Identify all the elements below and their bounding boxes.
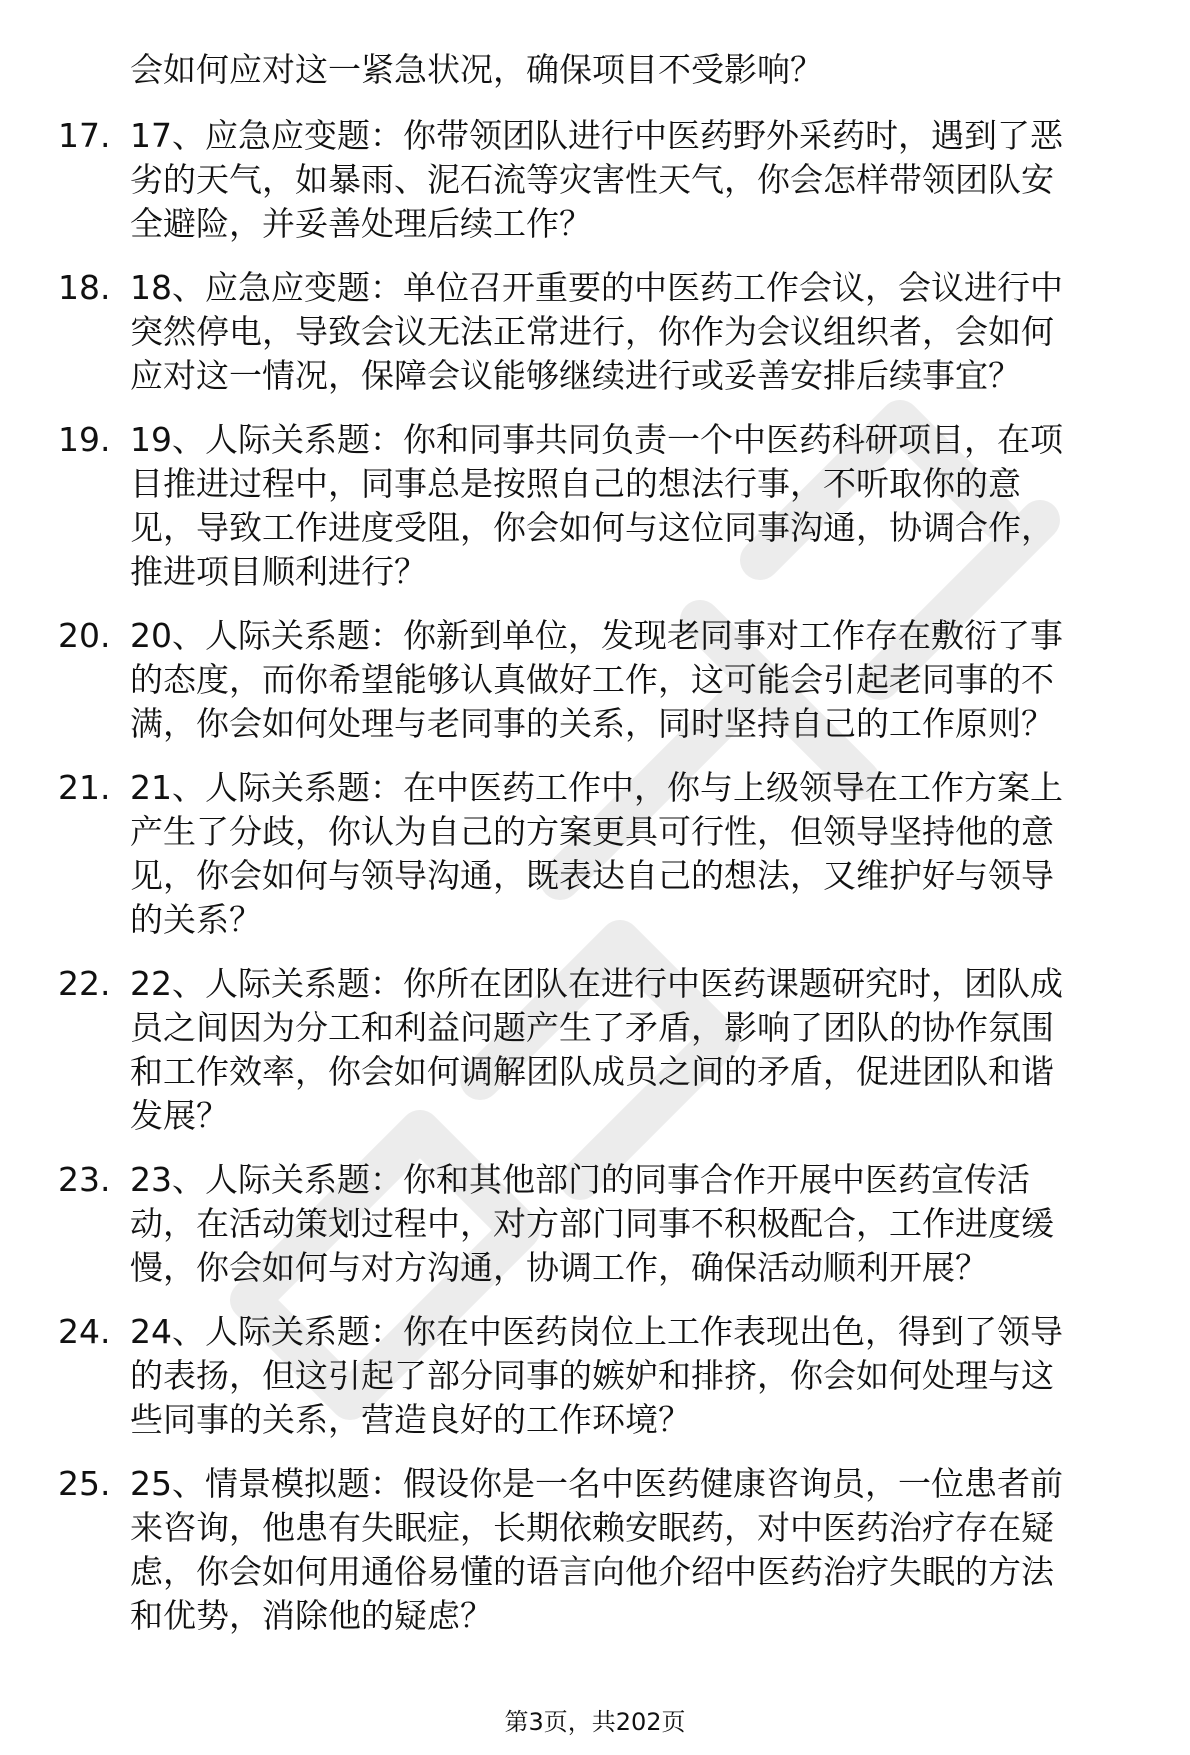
question-text	[130, 1158, 1162, 1290]
question-text-line: 21、人际关系题：在中医药工作中，你与上级领导在工作方案上	[130, 768, 1063, 807]
question-number: 23.	[58, 1160, 111, 1199]
question-text-line: 动，在活动策划过程中，对方部门同事不积极配合，工作进度缓	[130, 1204, 1054, 1243]
question-number: 18.	[58, 268, 111, 307]
question-number: 21.	[58, 768, 111, 807]
question-item	[0, 614, 1190, 746]
question-text	[130, 766, 1162, 942]
question-text-line: 24、人际关系题：你在中医药岗位上工作表现出色，得到了领导	[130, 1312, 1063, 1351]
question-text-line: 员之间因为分工和利益问题产生了矛盾，影响了团队的协作氛围	[130, 1008, 1054, 1047]
question-text-line: 慢，你会如何与对方沟通，协调工作，确保活动顺利开展？	[130, 1248, 988, 1287]
question-number: 19.	[58, 420, 111, 459]
question-text-line: 23、人际关系题：你和其他部门的同事合作开展中医药宣传活	[130, 1160, 1030, 1199]
question-number: 22.	[58, 964, 111, 1003]
question-text-line: 来咨询，他患有失眠症，长期依赖安眠药，对中医药治疗存在疑	[130, 1508, 1054, 1547]
question-text	[130, 962, 1162, 1138]
question-text	[130, 614, 1162, 746]
question-text-line: 劣的天气，如暴雨、泥石流等灾害性天气，你会怎样带领团队安	[130, 160, 1054, 199]
question-text-line: 发展？	[130, 1096, 229, 1135]
question-item	[0, 962, 1190, 1138]
question-text-line: 18、应急应变题：单位召开重要的中医药工作会议，会议进行中	[130, 268, 1063, 307]
question-text-line: 19、人际关系题：你和同事共同负责一个中医药科研项目，在项	[130, 420, 1063, 459]
question-item	[0, 418, 1190, 594]
question-text	[130, 1462, 1162, 1638]
question-text-line: 应对这一情况，保障会议能够继续进行或妥善安排后续事宜？	[130, 356, 1021, 395]
question-text-line: 17、应急应变题：你带领团队进行中医药野外采药时，遇到了恶	[130, 116, 1063, 155]
question-text-line: 突然停电，导致会议无法正常进行，你作为会议组织者，会如何	[130, 312, 1054, 351]
question-item	[0, 266, 1190, 398]
question-text-line: 的态度，而你希望能够认真做好工作，这可能会引起老同事的不	[130, 660, 1054, 699]
question-number: 24.	[58, 1312, 111, 1351]
question-number: 20.	[58, 616, 111, 655]
question-item	[0, 766, 1190, 942]
question-text	[130, 418, 1162, 594]
question-list	[0, 114, 1190, 1658]
question-text-line: 22、人际关系题：你所在团队在进行中医药课题研究时，团队成	[130, 964, 1063, 1003]
question-text-line: 产生了分歧，你认为自己的方案更具可行性，但领导坚持他的意	[130, 812, 1054, 851]
question-text-line: 的关系？	[130, 900, 262, 939]
question-text	[130, 266, 1162, 398]
question-text-line: 见，你会如何与领导沟通，既表达自己的想法，又维护好与领导	[130, 856, 1054, 895]
question-text-line: 满，你会如何处理与老同事的关系，同时坚持自己的工作原则？	[130, 704, 1054, 743]
question-text-line: 目推进过程中，同事总是按照自己的想法行事，不听取你的意	[130, 464, 1021, 503]
question-text	[130, 114, 1162, 246]
question-item	[0, 114, 1190, 246]
question-text-line: 些同事的关系，营造良好的工作环境？	[130, 1400, 691, 1439]
question-text-line: 全避险，并妥善处理后续工作？	[130, 204, 592, 243]
question-text-line: 的表扬，但这引起了部分同事的嫉妒和排挤，你会如何处理与这	[130, 1356, 1054, 1395]
question-text-line: 和优势，消除他的疑虑？	[130, 1596, 493, 1635]
question-text-line: 25、情景模拟题：假设你是一名中医药健康咨询员，一位患者前	[130, 1464, 1063, 1503]
question-number: 25.	[58, 1464, 111, 1503]
question-text-line: 推进项目顺利进行？	[130, 552, 427, 591]
question-number: 17.	[58, 116, 111, 155]
question-text	[130, 1310, 1162, 1442]
question-text-line: 虑，你会如何用通俗易懂的语言向他介绍中医药治疗失眠的方法	[130, 1552, 1054, 1591]
page-footer: 第3页，共202页	[504, 1708, 686, 1736]
question-text-line: 见，导致工作进度受阻，你会如何与这位同事沟通，协调合作，	[130, 508, 1054, 547]
question-item	[0, 1158, 1190, 1290]
question-item	[0, 1310, 1190, 1442]
question-text-line: 和工作效率，你会如何调解团队成员之间的矛盾，促进团队和谐	[130, 1052, 1054, 1091]
continuation-text: 会如何应对这一紧急状况，确保项目不受影响？	[130, 50, 823, 89]
question-text-line: 20、人际关系题：你新到单位，发现老同事对工作存在敷衍了事	[130, 616, 1063, 655]
question-item	[0, 1462, 1190, 1638]
